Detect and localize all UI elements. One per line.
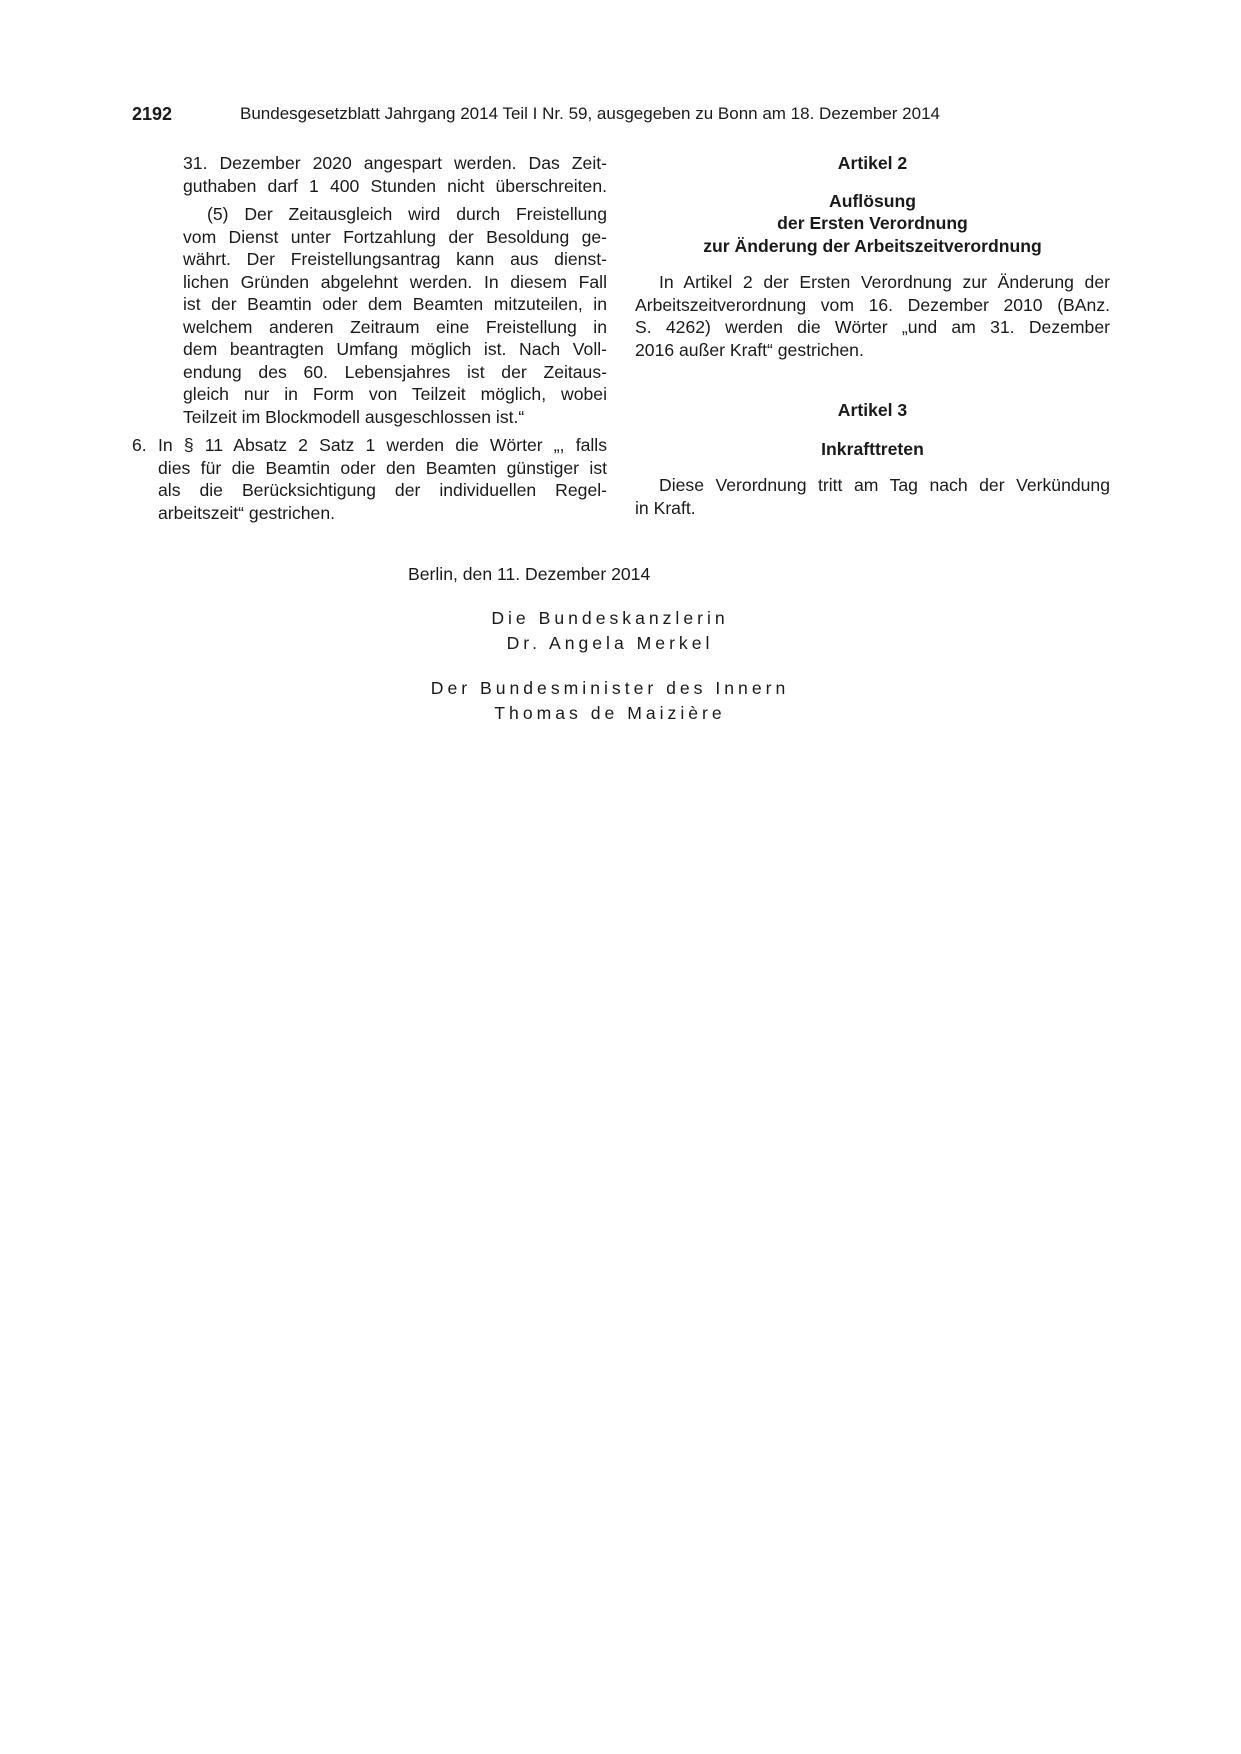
list-item-6 bbox=[132, 434, 607, 524]
text-line: 2016 außer Kraft“ gestrichen. bbox=[635, 339, 864, 360]
text-line: währt. Der Freistellungsantrag kann aus dienst- bbox=[183, 249, 607, 269]
text-line: In Artikel 2 der Ersten Verordnung zur Änderung der bbox=[659, 272, 1110, 292]
text-line: Teilzeit im Blockmodell ausgeschlossen ist.“ bbox=[183, 406, 525, 427]
date-line: Berlin, den 11. Dezember 2014 bbox=[408, 564, 651, 584]
text-line: Diese Verordnung tritt am Tag nach der Verkündung bbox=[659, 475, 1110, 495]
text-line: Arbeitszeitverordnung vom 16. Dezember 2010 (BAnz. bbox=[635, 294, 1110, 315]
list-item-number: 6. bbox=[132, 435, 147, 455]
text-line: gleich nur in Form von Teilzeit möglich, wobei bbox=[183, 384, 607, 404]
signatory-name: Dr. Angela Merkel bbox=[506, 633, 714, 653]
signature-block-chancellor bbox=[400, 606, 820, 656]
signatory-office: Die Bundeskanzlerin bbox=[491, 608, 729, 628]
signature-block-minister bbox=[400, 676, 820, 726]
article-2-text bbox=[635, 271, 1110, 361]
subtitle-line: zur Änderung der Arbeitszeitverordnung bbox=[703, 235, 1042, 256]
subtitle-line: der Ersten Verordnung bbox=[777, 213, 968, 233]
article-3-title: Artikel 3 bbox=[837, 400, 908, 420]
text-line: (5) Der Zeitausgleich wird durch Freistellung bbox=[207, 204, 607, 224]
text-line: vom Dienst unter Fortzahlung der Besoldung ge- bbox=[183, 226, 607, 247]
list-item-body bbox=[158, 434, 607, 524]
page-header bbox=[132, 101, 1112, 127]
text-line: S. 4262) werden die Wörter „und am 31. Dezember bbox=[635, 317, 1110, 337]
text-line: ist der Beamtin oder dem Beamten mitzuteilen, in bbox=[183, 294, 607, 314]
text-line: dies für die Beamtin oder den Beamten günstiger ist bbox=[158, 457, 607, 478]
article-3-subtitle: Inkrafttreten bbox=[821, 438, 924, 459]
text-line: In § 11 Absatz 2 Satz 1 werden die Wörter „, falls bbox=[158, 435, 607, 455]
text-line: arbeitszeit“ gestrichen. bbox=[158, 502, 335, 523]
left-column bbox=[132, 152, 607, 524]
signatory-office: Der Bundesminister des Innern bbox=[430, 678, 790, 698]
text-line: endung des 60. Lebensjahres ist der Zeitaus- bbox=[183, 361, 607, 382]
subtitle-line: Auflösung bbox=[829, 190, 916, 211]
article-2-subtitle bbox=[635, 190, 1110, 258]
text-line: lichen Gründen abgelehnt werden. In diesem Fall bbox=[183, 271, 607, 292]
continuation-paragraph bbox=[183, 152, 607, 197]
text-line: 31. Dezember 2020 angespart werden. Das Zeit- bbox=[183, 153, 607, 173]
article-3-text bbox=[635, 474, 1110, 519]
text-line: welchem anderen Zeitraum eine Freistellung in bbox=[183, 316, 607, 337]
text-line: in Kraft. bbox=[635, 497, 696, 518]
article-2-title: Artikel 2 bbox=[837, 153, 908, 173]
text-line: als die Berücksichtigung der individuellen Regel- bbox=[158, 480, 607, 500]
signatory-name: Thomas de Maizière bbox=[494, 703, 726, 723]
running-head: Bundesgesetzblatt Jahrgang 2014 Teil I Nr. 59, ausgegeben zu Bonn am 18. Dezember 2014 bbox=[240, 104, 940, 123]
text-line: dem beantragten Umfang möglich ist. Nach Voll- bbox=[183, 339, 607, 359]
text-line: guthaben darf 1 400 Stunden nicht überschreiten. bbox=[183, 175, 607, 196]
paragraph-5 bbox=[183, 203, 607, 428]
right-column bbox=[635, 152, 1110, 519]
page-number: 2192 bbox=[132, 104, 173, 124]
